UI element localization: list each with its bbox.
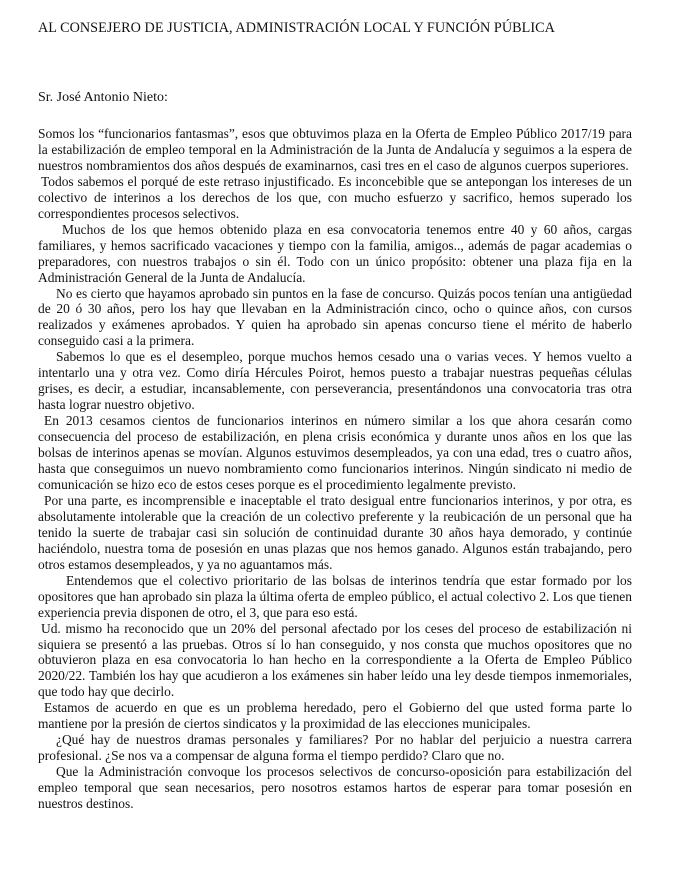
letter-salutation: Sr. José Antonio Nieto: (38, 90, 168, 105)
paragraph-6: En 2013 cesamos cientos de funcionarios interinos en número similar a los que ahora cesarán como consecuencia del proceso de estabilización, en plena crisis económica y durante unos años en los que las bolsas de interinos apenas se movían. Algunos estuvimos desempleados, ya con una edad, tres o cuatro años, hasta que conseguimos un nuevo nombramiento como funcionarios interinos. Ningún sindicato ni medio de comunicación se hizo eco de estos ceses porque es el procedimiento legalmente previsto. (38, 413, 632, 492)
letter-heading: AL CONSEJERO DE JUSTICIA, ADMINISTRACIÓN LOCAL Y FUNCIÓN PÚBLICA (38, 20, 555, 36)
paragraph-8: Entendemos que el colectivo prioritario de las bolsas de interinos tendría que estar formado por los opositores que han aprobado sin plaza la última oferta de empleo público, el actual colectivo 2. Los que tienen experiencia previa disponen de otro, el 3, que para eso está. (38, 572, 632, 620)
paragraph-11: ¿Qué hay de nuestros dramas personales y familiares? Por no hablar del perjuicio a nuestra carrera profesional. ¿Se nos va a compensar de alguna forma el tiempo perdido? Claro que no. (38, 732, 632, 764)
paragraph-10: Estamos de acuerdo en que es un problema heredado, pero el Gobierno del que usted forma parte lo mantiene por la presión de ciertos sindicatos y la proximidad de las elecciones municipales. (38, 700, 632, 732)
paragraph-4: No es cierto que hayamos aprobado sin puntos en la fase de concurso. Quizás pocos tenían una antigüedad de 20 ó 30 años, pero los hay que llevaban en la Administración cinco, ocho o quince años, con cursos realizados y exámenes aprobados. Y quien ha aprobado sin apenas concurso tiene el mérito de haberlo conseguido casi a la primera. (38, 285, 632, 349)
paragraph-12: Que la Administración convoque los procesos selectivos de concurso-oposición para estabilización del empleo temporal que sean necesarios, pero nosotros estamos hartos de esperar para tomar posesión en nuestros destinos. (38, 764, 632, 812)
paragraph-9: Ud. mismo ha reconocido que un 20% del personal afectado por los ceses del proceso de estabilización ni siquiera se presentó a las pruebas. Otros sí lo han conseguido, y nos consta que muchos opositores que no obtuvieron plaza en esa convocatoria lo han hecho en la correspondiente a la Oferta de Empleo Público 2020/22. También los hay que acudieron a los exámenes sin haber leído una ley desde tiempos inmemoriales, que todo hay que decirlo. (38, 620, 632, 700)
letter-body (38, 126, 632, 812)
paragraph-3: Muchos de los que hemos obtenido plaza en esa convocatoria tenemos entre 40 y 60 años, cargas familiares, y hemos sacrificado vacaciones y tiempo con la familia, amigos.., además de pagar academias o preparadores, con nuestros trabajos o sin él. Todo con un único propósito: obtener una plaza fija en la Administración General de la Junta de Andalucía. (38, 221, 632, 285)
paragraph-7: Por una parte, es incomprensible e inaceptable el trato desigual entre funcionarios interinos, y por otra, es absolutamente intolerable que la creación de un colectivo preferente y la reubicación de un personal que ha tenido la suerte de trabajar casi sin solución de continuidad durante 30 años haya demorado, y continúe haciéndolo, nuestra toma de posesión en unas plazas que nos hemos ganado. Algunos están trabajando, pero otros estamos desempleados, y ya no aguantamos más. (38, 492, 632, 572)
paragraph-1: Somos los “funcionarios fantasmas”, esos que obtuvimos plaza en la Oferta de Empleo Público 2017/19 para la estabilización de empleo temporal en la Administración de la Junta de Andalucía y seguimos a la espera de nuestros nombramientos dos años después de examinarnos, casi tres en el caso de algunos cuerpos superiores. (38, 126, 632, 173)
paragraph-5: Sabemos lo que es el desempleo, porque muchos hemos cesado una o varias veces. Y hemos vuelto a intentarlo una y otra vez. Como diría Hércules Poirot, hemos puesto a trabajar nuestras pequeñas células grises, es decir, a estudiar, incansablemente, con perseverancia, presentándonos una convocatoria tras otra hasta lograr nuestro objetivo. (38, 349, 632, 413)
paragraph-2: Todos sabemos el porqué de este retraso injustificado. Es inconcebible que se antepongan los intereses de un colectivo de interinos a los derechos de los que, con mucho esfuerzo y sacrifico, hemos superado los correspondientes procesos selectivos. (38, 173, 632, 221)
